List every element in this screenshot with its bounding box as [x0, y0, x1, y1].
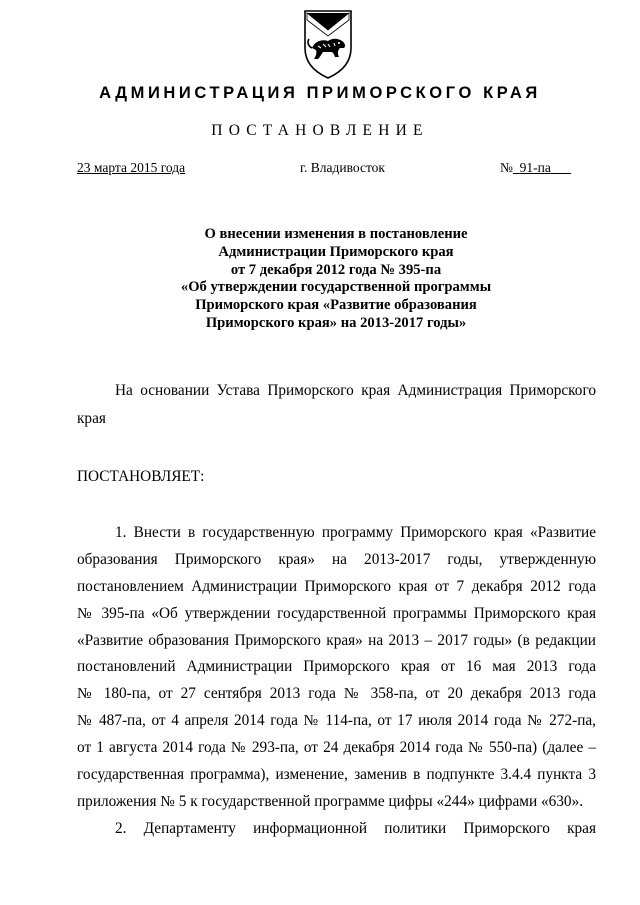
paragraph-line: № 395-па «Об утверждении государственной программы Приморского края	[77, 604, 596, 622]
organization-title: АДМИНИСТРАЦИЯ ПРИМОРСКОГО КРАЯ	[99, 84, 541, 102]
legal-basis-text: На основании Устава Приморского края Администрация Приморского	[115, 382, 596, 399]
paragraph-line: приложения № 5 к государственной программе цифры «244» цифрами «630».	[77, 792, 584, 810]
paragraph-line: от 1 августа 2014 года № 293-па, от 24 декабря 2014 года № 550-па) (далее –	[77, 739, 596, 757]
subject-line: Приморского края «Развитие образования	[195, 297, 477, 314]
subject-line: Приморского края» на 2013-2017 годы»	[205, 314, 467, 331]
document-subject	[150, 226, 522, 333]
legal-basis-continuation: края	[77, 410, 106, 427]
paragraph-line: постановлений Администрации Приморского края от 16 мая 2013 года	[77, 658, 596, 676]
coat-of-arms-icon	[301, 8, 355, 80]
decree-heading: ПОСТАНОВЛЯЕТ:	[77, 468, 205, 485]
paragraph-line: № 487-па, от 4 апреля 2014 года № 114-па, от 17 июля 2014 года № 272-па,	[77, 712, 596, 730]
paragraph-2: 2. Департаменту информационной политики Приморского края	[115, 820, 596, 837]
paragraph-line: постановлением Администрации Приморского края от 7 декабря 2012 года	[77, 577, 596, 595]
paragraph-line: образования Приморского края» на 2013-2017 годы, утвержденную	[77, 550, 596, 568]
paragraph-1	[77, 520, 596, 816]
paragraph-line: государственная программа), изменение, заменив в подпункте 3.4.4 пункта 3	[77, 766, 596, 784]
paragraph-line: «Развитие образования Приморского края» на 2013 – 2017 годы» (в редакции	[77, 631, 596, 649]
document-city: г. Владивосток	[300, 160, 385, 175]
document-date	[77, 160, 193, 176]
paragraph-line: 1. Внести в государственную программу Приморского края «Развитие	[115, 524, 596, 541]
number-value: 91-па	[519, 160, 551, 175]
number-sign: №	[500, 160, 513, 175]
subject-line: О внесении изменения в постановление	[204, 226, 468, 242]
document-date-text: 23 марта 2015 года	[77, 160, 186, 175]
legal-basis	[77, 382, 596, 400]
document-type: ПОСТАНОВЛЕНИЕ	[211, 122, 429, 139]
subject-line: «Об утверждении государственной программы	[180, 279, 492, 296]
paragraph-line: № 180-па, от 27 сентября 2013 года № 358-па, от 20 декабря 2013 года	[77, 685, 596, 703]
subject-line: от 7 декабря 2012 года № 395-па	[230, 261, 442, 278]
document-number	[500, 160, 571, 176]
subject-line: Администрации Приморского края	[218, 243, 454, 260]
